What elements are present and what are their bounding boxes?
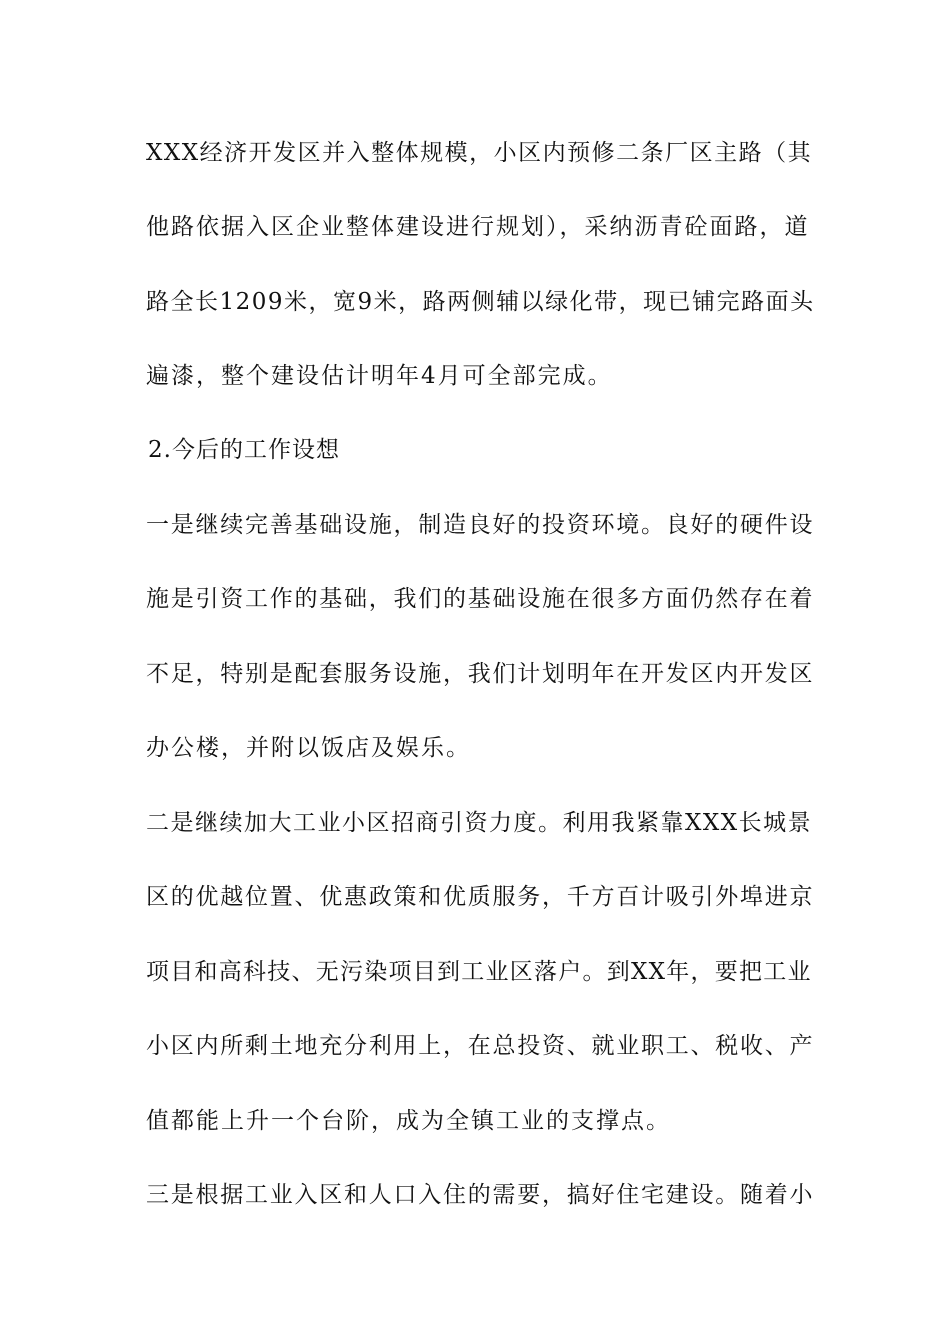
text-line-7: 施是引资工作的基础，我们的基础设施在很多方面仍然存在着 — [146, 586, 815, 612]
text-line-13: 小区内所剩土地充分利用上，在总投资、就业职工、税收、产 — [146, 1033, 815, 1059]
text-line-9: 办公楼，并附以饭店及娱乐。 — [146, 735, 471, 761]
text-line-6: 一是继续完善基础设施，制造良好的投资环境。良好的硬件设 — [146, 512, 815, 538]
text-line-12: 项目和高科技、无污染项目到工业区落户。到XX年，要把工业 — [146, 959, 812, 985]
text-line-2: 他路依据入区企业整体建设进行规划），采纳沥青砼面路，道 — [146, 214, 810, 240]
text-line-8: 不足，特别是配套服务设施，我们计划明年在开发区内开发区 — [146, 661, 815, 687]
text-line-10: 二是继续加大工业小区招商引资力度。利用我紧靠XXX长城景 — [146, 810, 813, 836]
text-line-4: 遍漆，整个建设估计明年4月可全部完成。 — [146, 363, 613, 389]
section-heading: 2.今后的工作设想 — [148, 437, 340, 463]
text-line-1: XXX经济开发区并入整体规模，小区内预修二条厂区主路（其 — [146, 140, 813, 166]
text-line-11: 区的优越位置、优惠政策和优质服务，千方百计吸引外埠进京 — [146, 884, 815, 910]
text-line-3: 路全长1209米，宽9米，路两侧辅以绿化带，现已铺完路面头 — [146, 289, 815, 315]
text-line-15: 三是根据工业入区和人口入住的需要，搞好住宅建设。随着小 — [146, 1182, 815, 1208]
text-line-14: 值都能上升一个台阶，成为全镇工业的支撑点。 — [146, 1108, 671, 1134]
